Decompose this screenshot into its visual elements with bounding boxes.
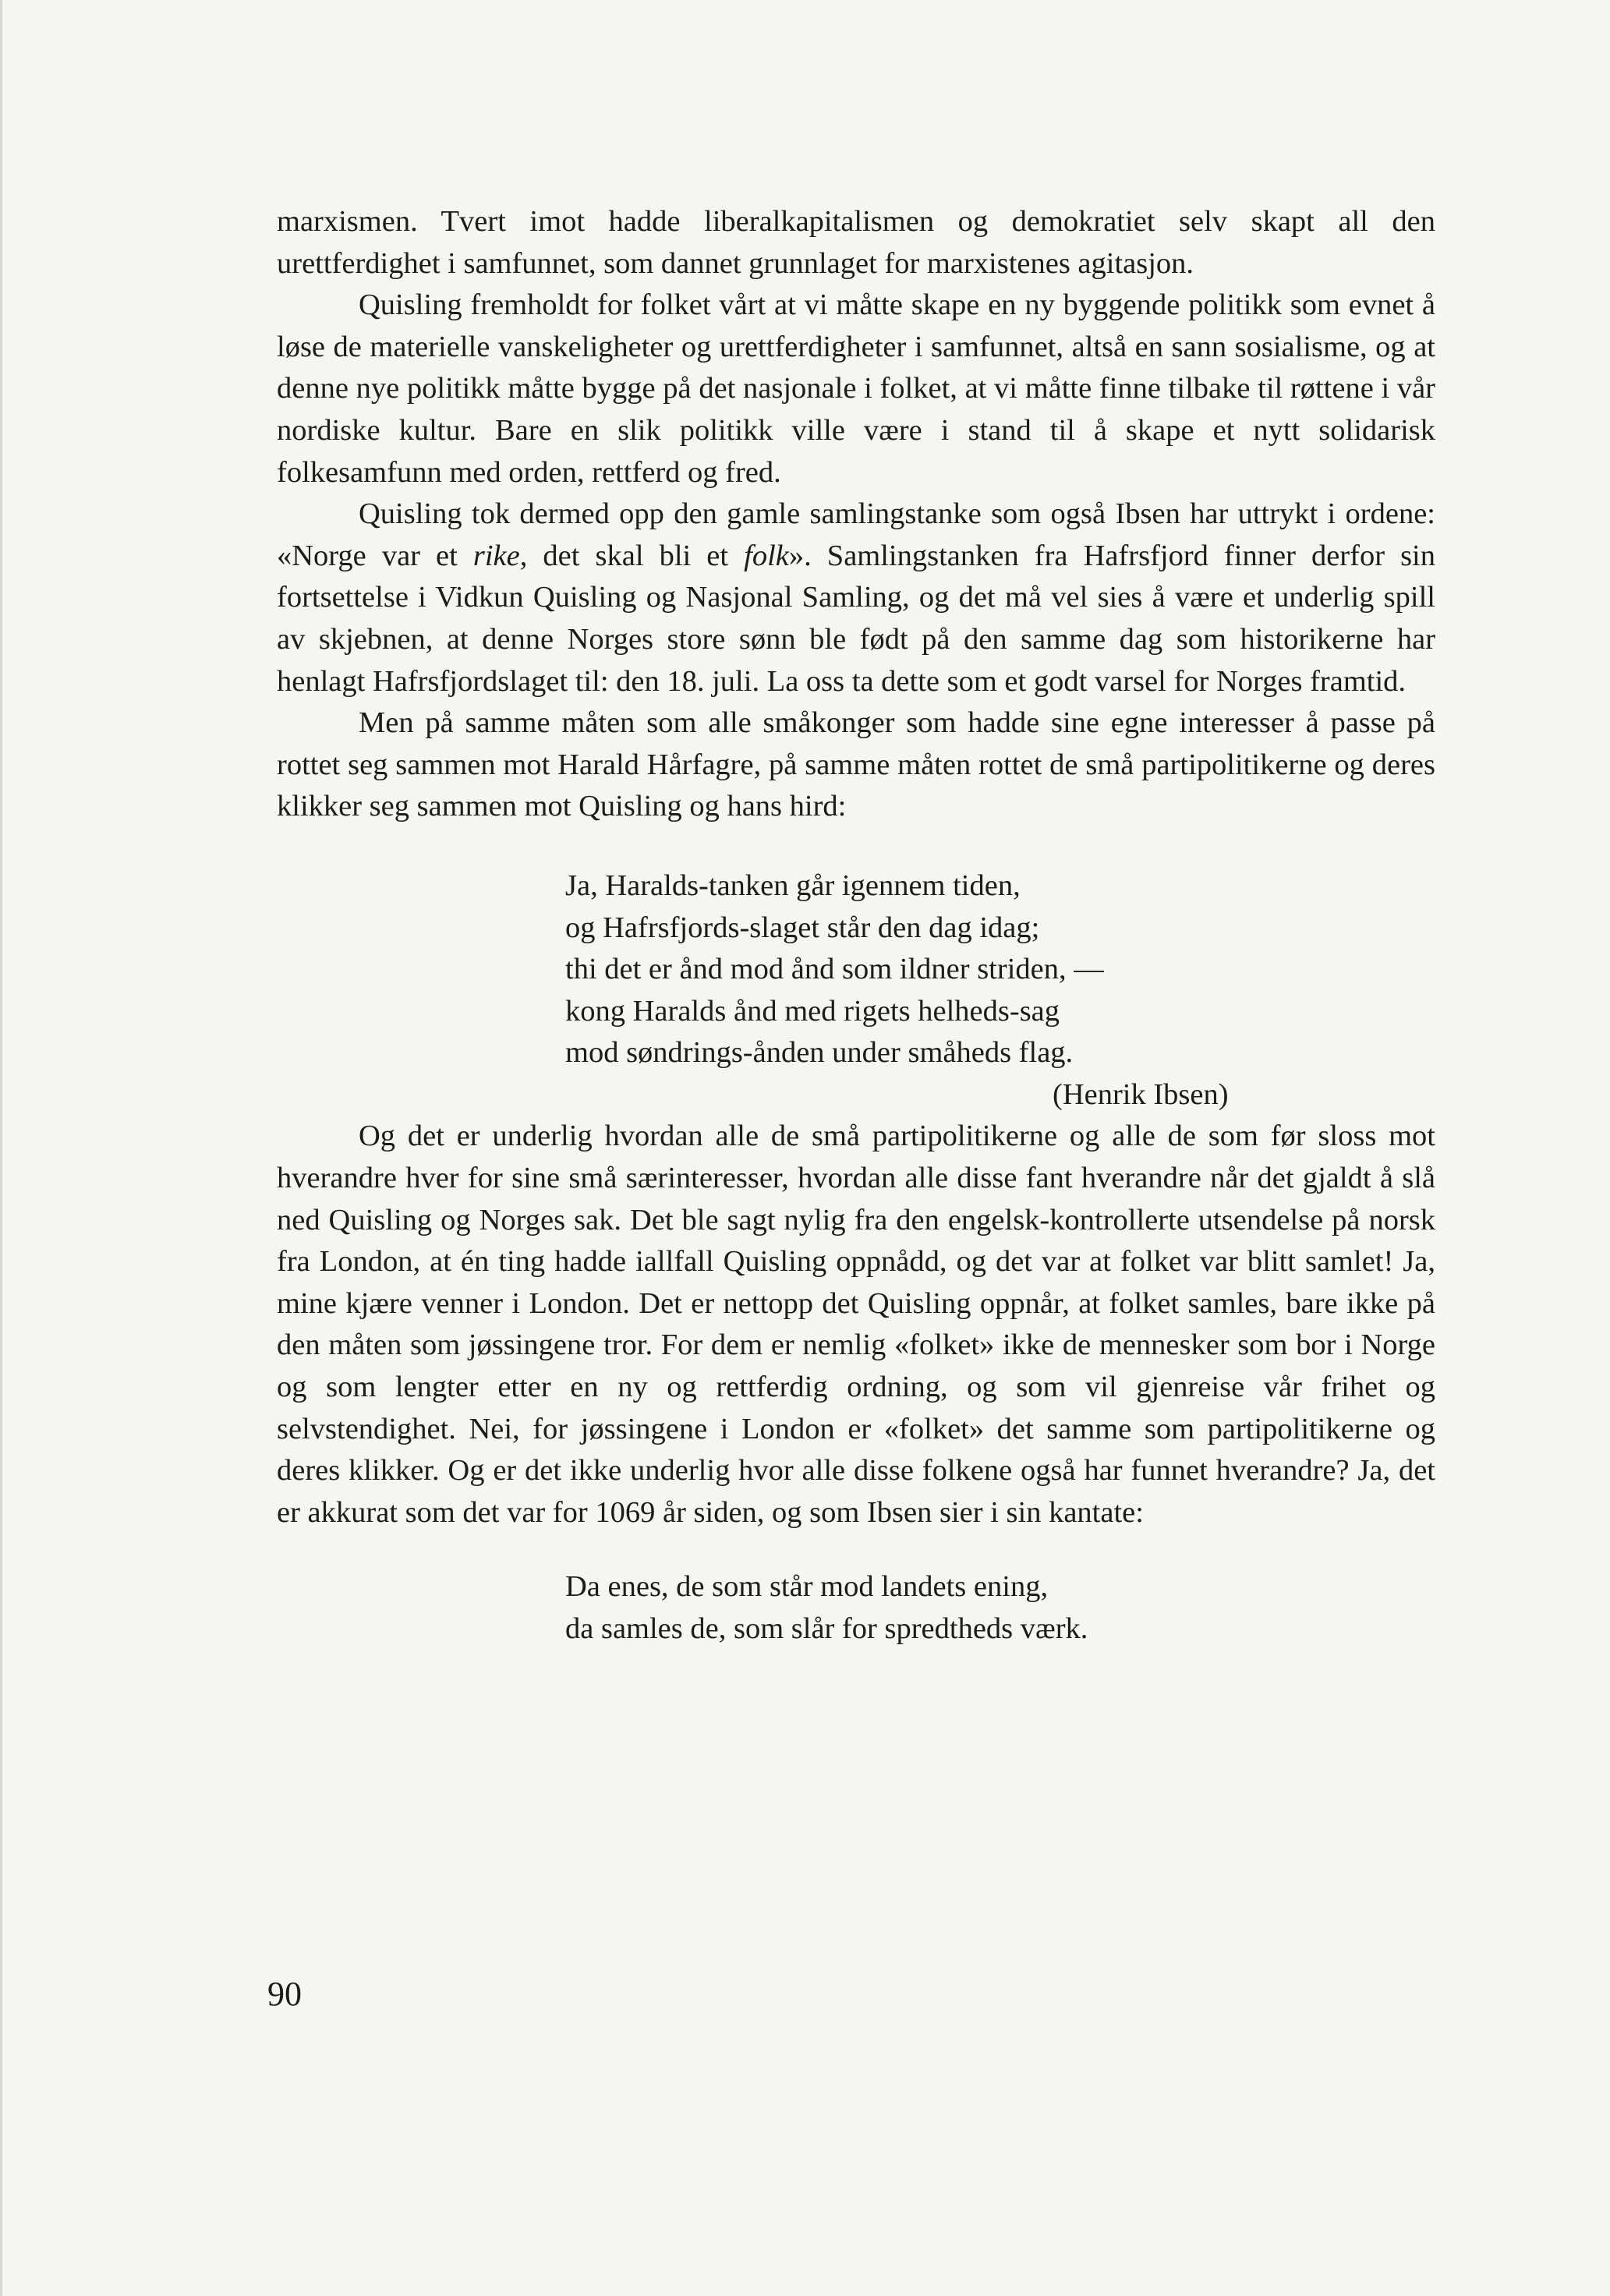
paragraph-continuation: marxismen. Tvert imot hadde liberalkapitalismen og demokratiet selv skapt all den urettferdighet i samfunnet, som dannet grunnlaget for marxistenes agitasjon. — [277, 205, 1435, 280]
verse-quote-2 — [277, 1566, 1435, 1650]
quote-attribution: (Henrik Ibsen) — [1053, 1077, 1229, 1111]
paragraph-smakonger: Men på samme måten som alle småkonger som hadde sine egne interesser å passe på rottet seg sammen mot Harald Hårfagre, på samme måten rottet de små partipolitikerne og deres klikker seg sammen mot Quisling og hans hird: — [277, 706, 1435, 823]
verse-line: Da enes, de som står mod landets ening, — [565, 1570, 1049, 1604]
text-run: Quisling tok dermed opp den gamle samlingstanke som også Ibsen har uttrykt i ordene: «Norge var et — [277, 497, 1435, 572]
verse-quote-1 — [277, 865, 1435, 1074]
paragraph-partipolitikerne: Og det er underlig hvordan alle de små partipolitikerne og alle de som før sloss mot hverandre hver for sine små særinteresser, hvordan alle disse fant hverandre når det gjaldt å slå ned Quisling og Norges sak. Det ble sagt nylig fra den engelsk-kontrollerte utsendelse på norsk fra London, at én ting hadde iallfall Quisling oppnådd, og det var at folket var blitt samlet! Ja, mine kjære venner i London. Det er nettopp det Quisling oppnår, at folket samles, bare ikke på den måten som jøssingene tror. For dem er nemlig «folket» ikke de mennesker som bor i Norge og som lengter etter en ny og rettferdig ordning, og som vil gjenreise vår frihet og selvstendighet. Nei, for jøssingene i London er «folket» det samme som partipolitikerne og deres klikker. Og er det ikke underlig hvor alle disse folkene også har funnet hverandre? Ja, det er akkurat som det var for 1069 år siden, og som Ibsen sier i sin kantate: — [277, 1120, 1435, 1529]
text-run: , det skal bli et — [519, 539, 745, 572]
verse-line: og Hafrsfjords-slaget står den dag idag; — [565, 911, 1040, 944]
verse-line: thi det er ånd mod ånd som ildner striden, — — [565, 953, 1104, 986]
paragraph-samlingstanke — [277, 494, 1435, 702]
paragraph-quisling-politics: Quisling fremholdt for folket vårt at vi måtte skape en ny byggende politikk som evnet å løse de materielle vanskeligheter og urettferdigheter i samfunnet, altså en sann sosialisme, og at denne nye politikk måtte bygge på det nasjonale i folket, at vi måtte finne tilbake til røttene i vår nordiske kultur. Bare en slik politikk ville være i stand til å skape et nytt solidarisk folkesamfunn med orden, rettferd og fred. — [277, 288, 1435, 489]
verse-line: mod søndrings-ånden under småheds flag. — [565, 1036, 1074, 1070]
italic-word: folk — [744, 539, 789, 572]
body-text — [277, 201, 1435, 1650]
verse-line: kong Haralds ånd med rigets helheds-sag — [565, 994, 1060, 1028]
italic-word: rike — [472, 539, 520, 572]
verse-line: da samles de, som slår for spredtheds værk. — [565, 1612, 1088, 1645]
verse-line: Ja, Haralds-tanken går igennem tiden, — [565, 869, 1021, 902]
text-run: ». Samlingstanken fra Hafrsfjord finner derfor sin fortsettelse i Vidkun Quisling og Nasjonal Samling, og det må vel sies å være et underlig spill av skjebnen, at denne Norges store sønn ble født på den samme dag som historikerne har henlagt Hafrsfjordslaget til: den 18. juli. La oss ta dette som et godt varsel for Norges framtid. — [277, 539, 1435, 698]
page-number: 90 — [267, 1975, 302, 2013]
